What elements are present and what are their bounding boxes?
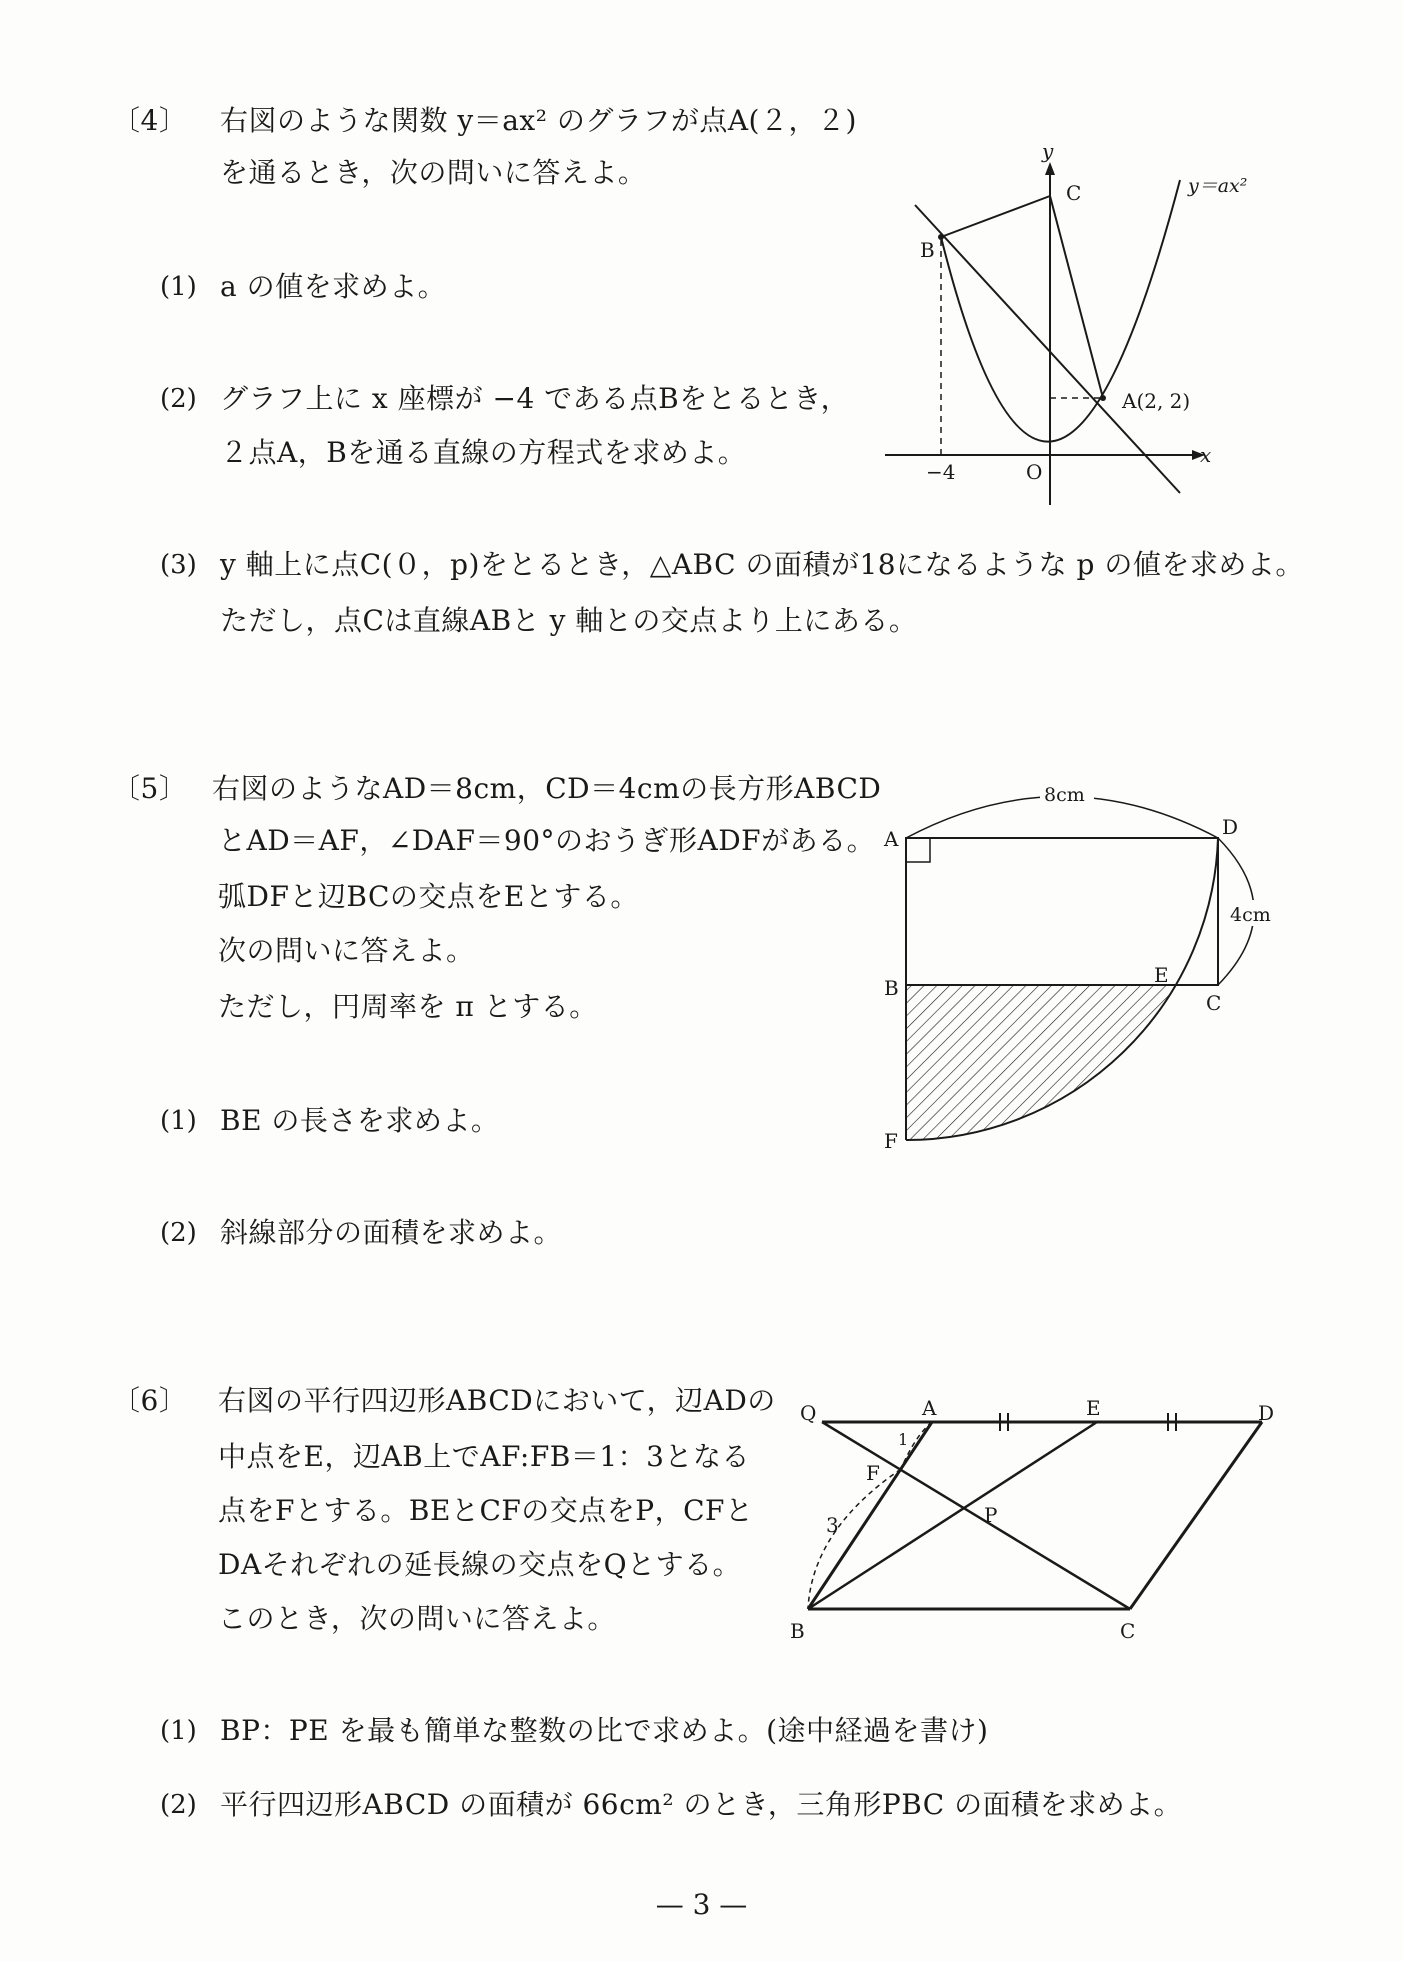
label-f: F: [866, 1461, 880, 1485]
rectangle-sector-figure: [870, 770, 1290, 1160]
label-e: E: [1086, 1396, 1101, 1420]
section-4-q2-line1: グラフ上に x 座標が −4 である点Bをとるとき，: [220, 382, 850, 415]
section-6-line3: 点をFとする。BEとCFの交点をP，CFと: [218, 1494, 754, 1527]
section-6-line1: 右図の平行四辺形ABCDにおいて，辺ADの: [218, 1384, 776, 1417]
section-6-label: 〔6〕: [112, 1384, 188, 1417]
section-4-label: 〔4〕: [112, 104, 188, 137]
label-b: B: [790, 1619, 805, 1643]
section-5-line4: 次の問いに答えよ。: [218, 934, 475, 967]
label-f: F: [884, 1129, 898, 1153]
hatched-region: [906, 985, 1175, 1140]
line-ab: [915, 205, 1180, 493]
section-6-line2: 中点をE，辺AB上でAF:FB＝1：3となる: [218, 1440, 750, 1473]
point-b: [938, 234, 944, 240]
label-a: A(2, 2): [1122, 389, 1191, 413]
label-4cm: 4cm: [1230, 904, 1271, 926]
label-ratio-1: 1: [898, 1430, 909, 1449]
label-c: C: [1120, 1619, 1136, 1643]
segment-be: [808, 1422, 1097, 1609]
label-d: D: [1258, 1401, 1275, 1425]
label-8cm: 8cm: [1044, 784, 1085, 806]
section-5-label: 〔5〕: [112, 772, 188, 805]
label-y: y: [1042, 139, 1054, 163]
section-4-q3-number: (3): [160, 550, 197, 580]
section-6-line4: DAそれぞれの延長線の交点をQとする。: [218, 1548, 742, 1581]
point-a: [1100, 395, 1106, 401]
section-6-line5: このとき，次の問いに答えよ。: [218, 1602, 616, 1635]
right-angle-mark: [906, 838, 930, 862]
label-c: C: [1066, 181, 1082, 205]
section-4-q3-line1: y 軸上に点C(０，p)をとるとき，△ABC の面積が18になるような p の値を求めよ。: [220, 548, 1304, 581]
section-5-line5: ただし，円周率を π とする。: [218, 990, 598, 1023]
section-6-q1-text: BP：PE を最も簡単な整数の比で求めよ。(途中経過を書け): [220, 1714, 989, 1747]
section-5-q2-number: (2): [160, 1218, 197, 1248]
section-6-q2-number: (2): [160, 1790, 197, 1820]
segment-bc: [941, 196, 1050, 237]
label-x: x: [1200, 443, 1212, 467]
label-curve: y＝ax²: [1188, 175, 1248, 197]
section-4-q1-text: a の値を求めよ。: [220, 270, 447, 303]
section-5-q2-text: 斜線部分の面積を求めよ。: [220, 1216, 563, 1249]
label-b: B: [884, 976, 899, 1000]
section-5-line2: とAD＝AF，∠DAF＝90°のおうぎ形ADFがある。: [218, 824, 876, 857]
label-o: O: [1026, 460, 1043, 484]
section-4-q3-line2: ただし，点Cは直線ABと y 軸との交点より上にある。: [220, 604, 918, 637]
segment-qc: [822, 1422, 1130, 1609]
section-4-q1-number: (1): [160, 272, 197, 302]
section-4-q2-line2: ２点A，Bを通る直線の方程式を求めよ。: [220, 436, 747, 469]
section-6-q1-number: (1): [160, 1716, 197, 1746]
label-e: E: [1154, 963, 1169, 987]
section-5-line1: 右図のようなAD＝8cm，CD＝4cmの長方形ABCD: [212, 772, 882, 805]
section-5-line3: 弧DFと辺BCの交点をEとする。: [218, 880, 639, 913]
side-cd: [1130, 1422, 1262, 1609]
page-number: — 3 —: [655, 1888, 748, 1921]
label-a: A: [922, 1396, 937, 1420]
section-4-q2-number: (2): [160, 384, 197, 414]
label-d: D: [1222, 815, 1239, 839]
section-4-intro-line2: を通るとき，次の問いに答えよ。: [220, 156, 647, 189]
label-ratio-3: 3: [826, 1513, 839, 1537]
label-c: C: [1206, 991, 1222, 1015]
section-5-q1-text: BE の長さを求めよ。: [220, 1104, 500, 1137]
rectangle-abcd: [906, 838, 1218, 985]
section-4-intro-line1: 右図のような関数 y＝ax² のグラフが点A(２，２): [220, 104, 857, 137]
label-minus4: −4: [926, 460, 956, 484]
label-p: P: [984, 1503, 998, 1527]
section-5-q1-number: (1): [160, 1106, 197, 1136]
parallelogram-figure: [770, 1390, 1280, 1643]
segment-ca: [1050, 196, 1103, 398]
y-axis-arrow: [1045, 162, 1055, 175]
label-q: Q: [800, 1401, 817, 1425]
parabola-figure: [880, 140, 1280, 510]
label-b: B: [920, 238, 935, 262]
label-a: A: [884, 827, 899, 851]
section-6-q2-text: 平行四辺形ABCD の面積が 66cm² のとき，三角形PBC の面積を求めよ。: [220, 1788, 1183, 1821]
